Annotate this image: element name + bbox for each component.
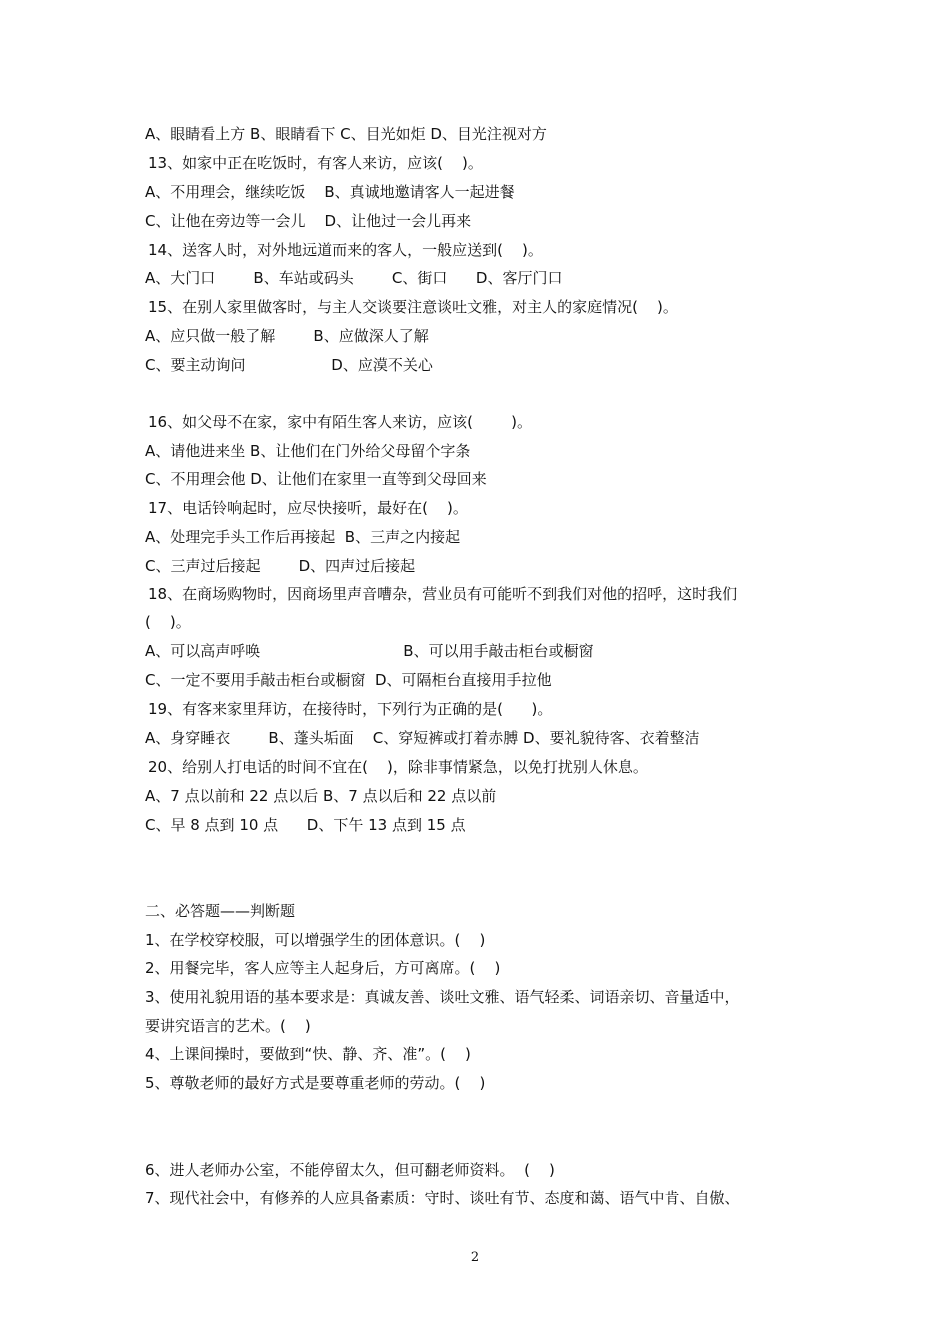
q15-options-ab: A、应只做一般了解 B、应做深人了解 bbox=[145, 327, 429, 345]
q15-question: 15、在别人家里做客时，与主人交谈要注意谈吐文雅，对主人的家庭情况( )。 bbox=[148, 298, 678, 316]
q19-question: 19、有客来家里拜访，在接待时，下列行为正确的是( )。 bbox=[148, 700, 553, 718]
tf-item-6: 6、进人老师办公室，不能停留太久，但可翻老师资料。 ( ) bbox=[145, 1161, 555, 1179]
tf-item-1: 1、在学校穿校服，可以增强学生的团体意识。( ) bbox=[145, 931, 486, 949]
tf-item-3-cont: 要讲究语言的艺术。( ) bbox=[145, 1017, 311, 1035]
q19-options: A、身穿睡衣 B、蓬头垢面 C、穿短裤或打着赤膊 D、要礼貌待客、衣着整洁 bbox=[145, 729, 700, 747]
q16-options-cd: C、不用理会他 D、让他们在家里一直等到父母回来 bbox=[145, 470, 487, 488]
q20-question: 20、给别人打电话的时间不宜在( )，除非事情紧急，以免打扰别人休息。 bbox=[148, 758, 648, 776]
q13-question: 13、如家中正在吃饭时，有客人来访，应该( )。 bbox=[148, 154, 483, 172]
q16-question: 16、如父母不在家，家中有陌生客人来访，应该( )。 bbox=[148, 413, 532, 431]
q20-options-cd: C、早 8 点到 10 点 D、下午 13 点到 15 点 bbox=[145, 816, 466, 834]
section-heading-true-false: 二、必答题——判断题 bbox=[145, 902, 296, 920]
q13-options-cd: C、让他在旁边等一会儿 D、让他过一会儿再来 bbox=[145, 212, 472, 230]
tf-item-2: 2、用餐完毕，客人应等主人起身后，方可离席。( ) bbox=[145, 959, 501, 977]
page-number: 2 bbox=[470, 1250, 480, 1265]
q18-question-cont: ( )。 bbox=[145, 613, 191, 631]
q17-options-cd: C、三声过后接起 D、四声过后接起 bbox=[145, 557, 416, 575]
q15-options-cd: C、要主动询问 D、应漠不关心 bbox=[145, 356, 433, 374]
tf-item-7: 7、现代社会中，有修养的人应具备素质：守时、谈吐有节、态度和蔼、语气中肯、自傲、 bbox=[145, 1189, 740, 1207]
q14-options: A、大门口 B、车站或码头 C、街口 D、客厅门口 bbox=[145, 269, 563, 287]
q12-options: A、眼睛看上方 B、眼睛看下 C、目光如炬 D、目光注视对方 bbox=[145, 125, 547, 143]
q13-options-ab: A、不用理会，继续吃饭 B、真诚地邀请客人一起进餐 bbox=[145, 183, 515, 201]
q14-question: 14、送客人时，对外地远道而来的客人，一般应送到( )。 bbox=[148, 241, 543, 259]
q20-options-ab: A、7 点以前和 22 点以后 B、7 点以后和 22 点以前 bbox=[145, 787, 497, 805]
q18-options-ab: A、可以高声呼唤 B、可以用手敲击柜台或橱窗 bbox=[145, 642, 594, 660]
q17-question: 17、电话铃响起时，应尽快接听，最好在( )。 bbox=[148, 499, 468, 517]
q16-options-ab: A、请他进来坐 B、让他们在门外给父母留个字条 bbox=[145, 442, 471, 460]
q18-options-cd: C、一定不要用手敲击柜台或橱窗 D、可隔柜台直接用手拉他 bbox=[145, 671, 552, 689]
tf-item-3: 3、使用礼貌用语的基本要求是：真诚友善、谈吐文雅、语气轻柔、词语亲切、音量适中， bbox=[145, 988, 740, 1006]
q18-question: 18、在商场购物时，因商场里声音嘈杂，营业员有可能听不到我们对他的招呼，这时我们 bbox=[148, 585, 738, 603]
tf-item-5: 5、尊敬老师的最好方式是要尊重老师的劳动。( ) bbox=[145, 1074, 486, 1092]
tf-item-4: 4、上课间操时，要做到“快、静、齐、准”。( ) bbox=[145, 1045, 471, 1063]
q17-options-ab: A、处理完手头工作后再接起 B、三声之内接起 bbox=[145, 528, 461, 546]
